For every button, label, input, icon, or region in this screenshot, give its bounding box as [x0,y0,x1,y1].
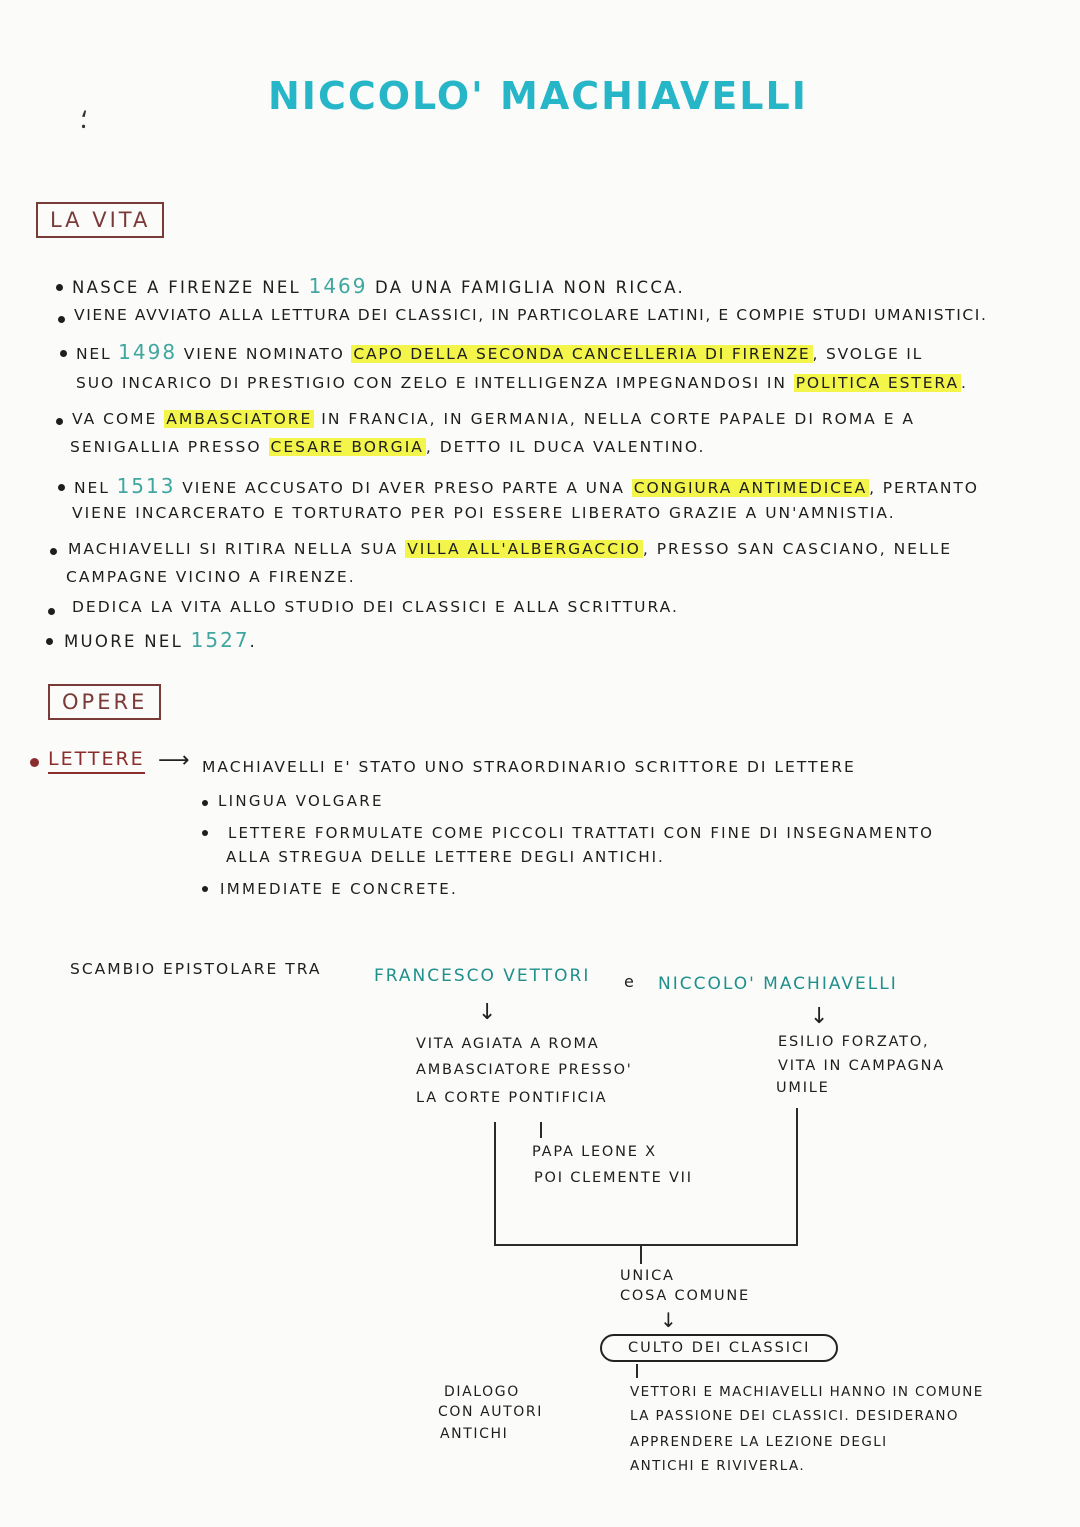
text-segment: NEL [74,479,117,497]
passione-line-2: LA PASSIONE DEI CLASSICI. DESIDERANO [630,1408,959,1424]
vita-item-ambassador [72,410,915,428]
highlight-ambassador: AMBASCIATORE [166,410,313,428]
text-segment: NEL [76,345,119,363]
bullet-dot [46,638,53,645]
comune-line-2: COSA COMUNE [620,1288,751,1304]
dialogo-line-3: ANTICHI [440,1426,509,1442]
connector-line [540,1122,542,1138]
scambio-label: SCAMBIO EPISTOLARE TRA [70,960,322,978]
highlight-cesare-borgia: CESARE BORGIA [270,438,424,456]
lettere-item-volgare: LINGUA VOLGARE [218,792,384,810]
vettori-line-3: LA CORTE PONTIFICIA [416,1090,608,1106]
vita-item-death [64,628,257,652]
text-segment: DA UNA FAMIGLIA NON RICCA. [367,278,686,297]
connector-line [640,1246,642,1264]
highlight-foreign-policy: POLITICA ESTERA [795,374,959,392]
arrow-down-icon: ↓ [810,1004,829,1029]
passione-line-3: APPRENDERE LA LEZIONE DEGLI [630,1434,888,1450]
dialogo-line-1: DIALOGO [444,1384,520,1400]
name-machiavelli: NICCOLO' MACHIAVELLI [658,974,898,994]
margin-mark: ⸵ [80,105,87,135]
arrow-down-icon: ↓ [478,1000,497,1025]
vita-item-chancellery [76,340,923,364]
right-arrow-icon: ⟶ [158,748,190,773]
comune-line-1: UNICA [620,1268,675,1284]
year-1469: 1469 [308,274,368,298]
bullet-dot [48,608,55,615]
text-segment: SUO INCARICO DI PRESTIGIO CON ZELO E INTELLIGENZA IMPEGNANDOSI IN [76,374,794,392]
connector-line [494,1122,496,1246]
bullet-dot [56,418,63,425]
text-segment: MUORE NEL [64,632,191,651]
text-segment: IN FRANCIA, IN GERMANIA, NELLA CORTE PAPALE DI ROMA E A [314,410,916,428]
vettori-line-1: VITA AGIATA A ROMA [416,1036,600,1052]
connector-line [494,1244,798,1246]
year-1498: 1498 [118,340,178,364]
bullet-dot [30,758,39,767]
vita-item-conspiracy-cont: VIENE INCARCERATO E TORTURATO PER POI ESSERE LIBERATO GRAZIE A UN'AMNISTIA. [72,504,896,522]
vita-item-ambassador-cont [70,438,705,456]
year-1513: 1513 [116,474,176,498]
text-segment: , SVOLGE IL [812,345,924,363]
vita-item-dedication: DEDICA LA VITA ALLO STUDIO DEI CLASSICI E ALLA SCRITTURA. [72,598,679,616]
lettere-item-concrete: IMMEDIATE E CONCRETE. [220,880,459,898]
text-segment: NASCE A FIRENZE NEL [72,278,309,297]
bullet-dot [58,484,65,491]
dialogo-line-2: CON AUTORI [438,1404,543,1420]
text-segment: . [960,374,968,392]
passione-line-4: ANTICHI E RIVIVERLA. [630,1458,806,1474]
bullet-dot [50,548,57,555]
highlight-villa: VILLA ALL'ALBERGACCIO [407,540,641,558]
text-segment: VIENE ACCUSATO DI AVER PRESO PARTE A UNA [175,479,632,497]
text-segment: . [249,632,258,651]
year-1527: 1527 [190,628,250,652]
papa-line-2: POI CLEMENTE VII [534,1170,693,1186]
lettere-item-trattati-cont: ALLA STREGUA DELLE LETTERE DEGLI ANTICHI. [226,848,665,866]
text-segment: , DETTO IL DUCA VALENTINO. [425,438,706,456]
lettere-item-trattati: LETTERE FORMULATE COME PICCOLI TRATTATI CON FINE DI INSEGNAMENTO [228,824,934,842]
vita-item-conspiracy [74,474,979,498]
machiavelli-line-3: UMILE [776,1080,830,1096]
lettere-description: MACHIAVELLI E' STATO UNO STRAORDINARIO SCRITTORE DI LETTERE [202,758,856,776]
vita-item-villa-cont: CAMPAGNE VICINO A FIRENZE. [66,568,356,586]
text-segment: MACHIAVELLI SI RITIRA NELLA SUA [68,540,406,558]
vita-item-studies: VIENE AVVIATO ALLA LETTURA DEI CLASSICI, IN PARTICOLARE LATINI, E COMPIE STUDI UMANISTICI. [74,306,988,324]
name-vettori: FRANCESCO VETTORI [374,966,591,986]
section-header-opere: OPERE [48,684,161,720]
bullet-dot [60,350,67,357]
conjunction: e [624,972,637,991]
arrow-down-icon: ↓ [660,1308,677,1332]
highlight-chancellery: CAPO DELLA SECONDA CANCELLERIA DI FIRENZE [353,345,811,363]
vita-item-birth [72,274,685,298]
connector-line [636,1364,638,1378]
text-segment: SENIGALLIA PRESSO [70,438,269,456]
bullet-dot [56,284,63,291]
machiavelli-line-1: ESILIO FORZATO, [778,1034,930,1050]
text-segment: VA COME [72,410,165,428]
section-header-vita: LA VITA [36,202,164,238]
connector-line [796,1108,798,1246]
lettere-label: LETTERE [48,748,145,774]
vita-item-chancellery-cont [76,374,968,392]
bullet-dot [202,830,208,836]
machiavelli-line-2: VITA IN CAMPAGNA [778,1058,946,1074]
passione-line-1: VETTORI E MACHIAVELLI HANNO IN COMUNE [630,1384,984,1400]
bullet-dot [58,316,65,323]
bullet-dot [202,800,208,806]
vettori-line-2: AMBASCIATORE PRESSO' [416,1062,633,1078]
text-segment: , PERTANTO [869,479,979,497]
text-segment: VIENE NOMINATO [177,345,352,363]
papa-line-1: PAPA LEONE X [532,1144,657,1160]
page-title: NICCOLO' MACHIAVELLI [268,74,808,118]
vita-item-villa [68,540,952,558]
highlight-conspiracy: CONGIURA ANTIMEDICEA [633,479,868,497]
culto-classici-box: CULTO DEI CLASSICI [600,1334,838,1362]
bullet-dot [202,886,208,892]
text-segment: , PRESSO SAN CASCIANO, NELLE [642,540,953,558]
